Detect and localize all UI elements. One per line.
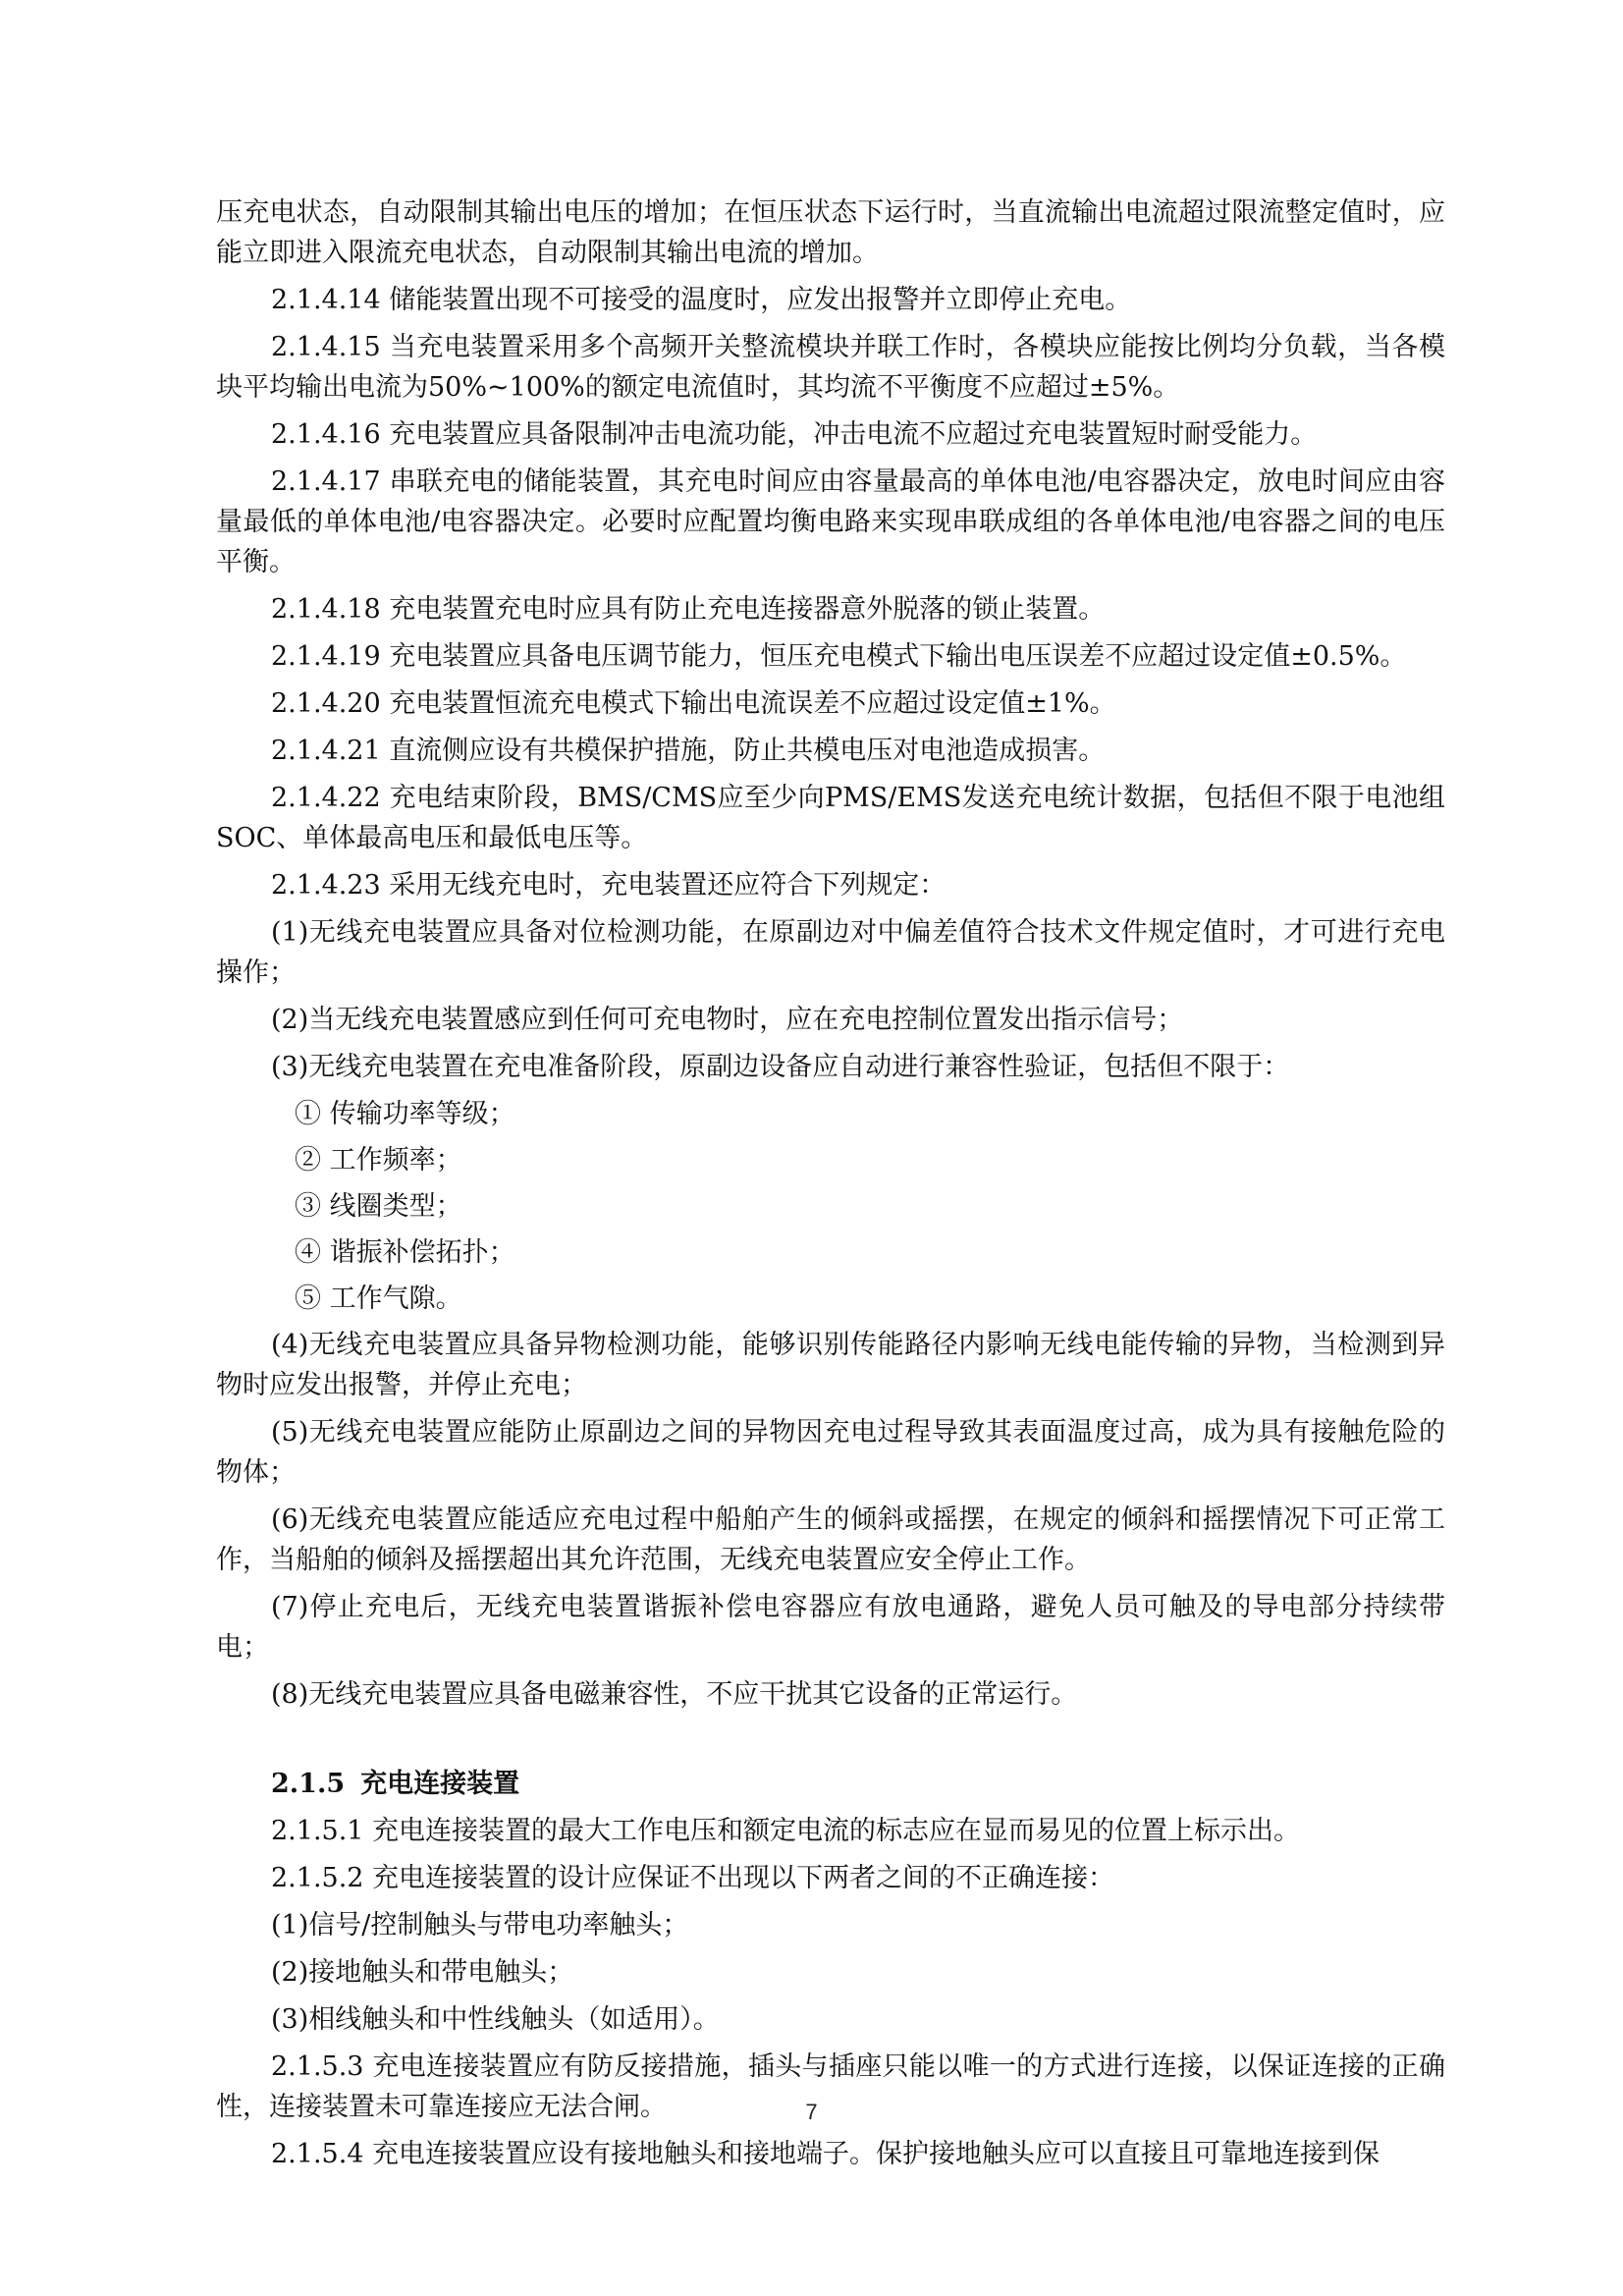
clause-2-1-4-19: 2.1.4.19 充电装置应具备电压调节能力，恒压充电模式下输出电压误差不应超过设定值±0.5%。 [271,641,1407,672]
clause-2-1-4-23: 2.1.4.23 采用无线充电时，充电装置还应符合下列规定： [271,870,947,901]
compat-item-1: ① 传输功率等级； [295,1099,515,1129]
wireless-item-3: (3)无线充电装置在充电准备阶段，原副边设备应自动进行兼容性验证，包括但不限于： [271,1052,1290,1082]
clause-2-1-4-18: 2.1.4.18 充电装置充电时应具有防止充电连接器意外脱落的锁止装置。 [271,594,1106,625]
clause-2-1-5-4: 2.1.5.4 充电连接装置应设有接地触头和接地端子。保护接地触头应可以直接且可靠地连接到保 [271,2139,1380,2169]
compat-item-5: ⑤ 工作气隙。 [295,1284,462,1314]
section-number: 2.1.5 [271,1769,346,1799]
clause-2-1-4-20: 2.1.4.20 充电装置恒流充电模式下输出电流误差不应超过设定值±1%。 [271,688,1116,719]
connection-item-2: (2)接地触头和带电触头； [271,1957,574,1988]
compat-item-4: ④ 谐振补偿拓扑； [295,1237,515,1268]
clause-2-1-5-3: 2.1.5.3 充电连接装置应有防反接措施，插头与插座只能以唯一的方式进行连接，以保证连接的正确性，连接装置未可靠连接应无法合闸。 [216,2051,1445,2122]
clause-2-1-5-2: 2.1.5.2 充电连接装置的设计应保证不出现以下两者之间的不正确连接： [271,1863,1115,1893]
wireless-item-7: (7)停止充电后，无线充电装置谐振补偿电容器应有放电通路，避免人员可触及的导电部分持续带电； [216,1592,1445,1663]
page-number: 7 [805,2100,818,2124]
wireless-item-6: (6)无线充电装置应能适应充电过程中船舶产生的倾斜或摇摆，在规定的倾斜和摇摆情况下可正常工作，当船舶的倾斜及摇摆超出其允许范围，无线充电装置应安全停止工作。 [216,1504,1445,1575]
compat-item-3: ③ 线圈类型； [295,1191,462,1222]
wireless-item-5: (5)无线充电装置应能防止原副边之间的异物因充电过程导致其表面温度过高，成为具有接触危险的物体； [216,1417,1445,1488]
wireless-item-1: (1)无线充电装置应具备对位检测功能，在原副边对中偏差值符合技术文件规定值时，才可进行充电操作； [216,917,1445,988]
wireless-item-2: (2)当无线充电装置感应到任何可充电物时，应在充电控制位置发出指示信号； [271,1005,1184,1035]
clause-2-1-4-21: 2.1.4.21 直流侧应设有共模保护措施，防止共模电压对电池造成损害。 [271,736,1106,766]
clause-2-1-4-15: 2.1.4.15 当充电装置采用多个高频开关整流模块并联工作时，各模块应能按比例均分负载，当各模块平均输出电流为50%~100%的额定电流值时，其均流不平衡度不应超过±5%。 [216,332,1445,403]
page-body [216,192,1445,2181]
wireless-item-4: (4)无线充电装置应具备异物检测功能，能够识别传能路径内影响无线电能传输的异物，当检测到异物时应发出报警，并停止充电； [216,1330,1445,1400]
clause-2-1-4-22: 2.1.4.22 充电结束阶段，BMS/CMS应至少向PMS/EMS发送充电统计数据，包括但不限于电池组SOC、单体最高电压和最低电压等。 [216,783,1445,853]
clause-2-1-5-1: 2.1.5.1 充电连接装置的最大工作电压和额定电流的标志应在显而易见的位置上标示出。 [271,1816,1301,1846]
paragraph-continuation: 压充电状态，自动限制其输出电压的增加；在恒压状态下运行时，当直流输出电流超过限流整定值时，应能立即进入限流充电状态，自动限制其输出电流的增加。 [216,197,1445,268]
clause-2-1-4-16: 2.1.4.16 充电装置应具备限制冲击电流功能，冲击电流不应超过充电装置短时耐受能力。 [271,419,1318,450]
compat-item-2: ② 工作频率； [295,1145,462,1175]
wireless-item-8: (8)无线充电装置应具备电磁兼容性，不应干扰其它设备的正常运行。 [271,1679,1078,1710]
clause-2-1-4-14: 2.1.4.14 储能装置出现不可接受的温度时，应发出报警并立即停止充电。 [271,285,1132,315]
section-heading [216,1764,1445,1804]
section-title: 充电连接装置 [360,1769,520,1799]
connection-item-3: (3)相线触头和中性线触头（如适用）。 [271,2004,720,2035]
connection-item-1: (1)信号/控制触头与带电功率触头； [271,1910,689,1941]
clause-2-1-4-17: 2.1.4.17 串联充电的储能装置，其充电时间应由容量最高的单体电池/电容器决定，放电时间应由容量最低的单体电池/电容器决定。必要时应配置均衡电路来实现串联成组的各单体电池/电容器之间的电压平衡。 [216,466,1445,577]
